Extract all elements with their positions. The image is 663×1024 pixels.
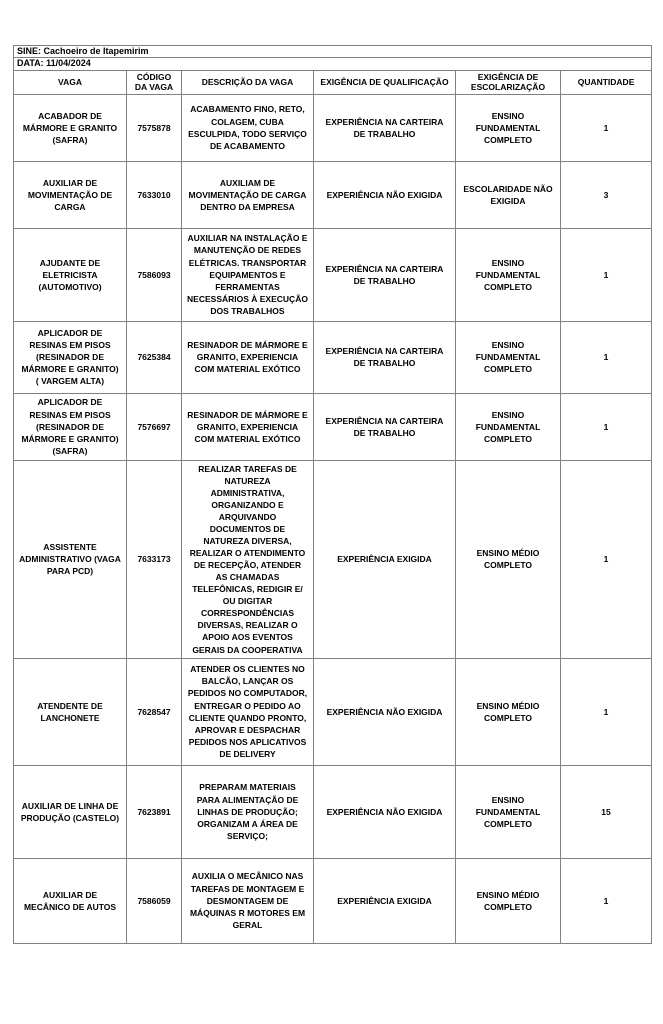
quantidade-cell: 1 bbox=[561, 321, 652, 393]
sine-label: SINE: Cachoeiro de Itapemirim bbox=[14, 46, 652, 58]
quantidade-cell: 1 bbox=[561, 658, 652, 765]
descricao-cell: AUXILIAR NA INSTALAÇÃO E MANUTENÇÃO DE REDES ELÉTRICAS. TRANSPORTAR EQUIPAMENTOS E FERRAMENTAS NECESSÁRIOS À EXECUÇÃO DOS TRABALHOS bbox=[182, 228, 314, 321]
descricao-cell: REALIZAR TAREFAS DE NATUREZA ADMINISTRATIVA, ORGANIZANDO E ARQUIVANDO DOCUMENTOS DE NATUREZA DIVERSA, REALIZAR O ATENDIMENTO DE RECEPÇÃO, ATENDER AS CHAMADAS TELEFÔNICAS, REDIGIR E/ OU DIGITAR CORRESPONDÊNCIAS DIVERSAS, REALIZAR O APOIO AOS EVENTOS GERAIS DA COOPERATIVA bbox=[182, 460, 314, 658]
header-qualificacao: EXIGÊNCIA DE QUALIFICAÇÃO bbox=[314, 70, 456, 94]
qualificacao-cell: EXPERIÊNCIA EXIGIDA bbox=[314, 460, 456, 658]
escolarizacao-cell: ENSINO FUNDAMENTAL COMPLETO bbox=[456, 765, 561, 858]
codigo-cell: 7628547 bbox=[127, 658, 182, 765]
codigo-cell: 7576697 bbox=[127, 393, 182, 460]
table-row bbox=[14, 94, 652, 161]
qualificacao-cell: EXPERIÊNCIA NA CARTEIRA DE TRABALHO bbox=[314, 94, 456, 161]
codigo-cell: 7586093 bbox=[127, 228, 182, 321]
codigo-cell: 7575878 bbox=[127, 94, 182, 161]
vacancies-table bbox=[13, 45, 652, 944]
quantidade-cell: 15 bbox=[561, 765, 652, 858]
date-label: DATA: 11/04/2024 bbox=[14, 58, 652, 70]
quantidade-cell: 1 bbox=[561, 858, 652, 943]
table-row bbox=[14, 765, 652, 858]
vaga-cell: ASSISTENTE ADMINISTRATIVO (VAGA PARA PCD) bbox=[14, 460, 127, 658]
qualificacao-cell: EXPERIÊNCIA NÃO EXIGIDA bbox=[314, 765, 456, 858]
escolarizacao-cell: ENSINO FUNDAMENTAL COMPLETO bbox=[456, 393, 561, 460]
descricao-cell: PREPARAM MATERIAIS PARA ALIMENTAÇÃO DE LINHAS DE PRODUÇÃO; ORGANIZAM A ÁREA DE SERVIÇO; bbox=[182, 765, 314, 858]
quantidade-cell: 1 bbox=[561, 228, 652, 321]
vaga-cell: ATENDENTE DE LANCHONETE bbox=[14, 658, 127, 765]
escolarizacao-cell: ENSINO FUNDAMENTAL COMPLETO bbox=[456, 321, 561, 393]
vaga-cell: AJUDANTE DE ELETRICISTA (AUTOMOTIVO) bbox=[14, 228, 127, 321]
table-row bbox=[14, 858, 652, 943]
date-row bbox=[14, 58, 652, 70]
codigo-cell: 7586059 bbox=[127, 858, 182, 943]
vaga-cell: AUXILIAR DE MECÂNICO DE AUTOS bbox=[14, 858, 127, 943]
vaga-cell: AUXILIAR DE LINHA DE PRODUÇÃO (CASTELO) bbox=[14, 765, 127, 858]
vaga-cell: ACABADOR DE MÁRMORE E GRANITO (SAFRA) bbox=[14, 94, 127, 161]
header-quantidade: QUANTIDADE bbox=[561, 70, 652, 94]
escolarizacao-cell: ENSINO FUNDAMENTAL COMPLETO bbox=[456, 94, 561, 161]
qualificacao-cell: EXPERIÊNCIA NA CARTEIRA DE TRABALHO bbox=[314, 321, 456, 393]
table-row bbox=[14, 228, 652, 321]
table-row bbox=[14, 321, 652, 393]
vaga-cell: AUXILIAR DE MOVIMENTAÇÃO DE CARGA bbox=[14, 161, 127, 228]
vaga-cell: APLICADOR DE RESINAS EM PISOS (RESINADOR DE MÁRMORE E GRANITO) ( VARGEM ALTA) bbox=[14, 321, 127, 393]
header-descricao: DESCRIÇÃO DA VAGA bbox=[182, 70, 314, 94]
table-header-row bbox=[14, 70, 652, 94]
descricao-cell: ATENDER OS CLIENTES NO BALCÃO, LANÇAR OS PEDIDOS NO COMPUTADOR, ENTREGAR O PEDIDO AO CLIENTE QUANDO PRONTO, APROVAR E DESPACHAR PEDIDOS NOS APLICATIVOS DE DELIVERY bbox=[182, 658, 314, 765]
escolarizacao-cell: ENSINO MÉDIO COMPLETO bbox=[456, 460, 561, 658]
escolarizacao-cell: ENSINO MÉDIO COMPLETO bbox=[456, 858, 561, 943]
header-escolarizacao: EXIGÊNCIA DE ESCOLARIZAÇÃO bbox=[456, 70, 561, 94]
qualificacao-cell: EXPERIÊNCIA NÃO EXIGIDA bbox=[314, 161, 456, 228]
codigo-cell: 7633173 bbox=[127, 460, 182, 658]
sine-row bbox=[14, 46, 652, 58]
header-codigo: CÓDIGO DA VAGA bbox=[127, 70, 182, 94]
descricao-cell: AUXILIA O MECÂNICO NAS TAREFAS DE MONTAGEM E DESMONTAGEM DE MÁQUINAS R MOTORES EM GERAL bbox=[182, 858, 314, 943]
qualificacao-cell: EXPERIÊNCIA NÃO EXIGIDA bbox=[314, 658, 456, 765]
escolarizacao-cell: ENSINO FUNDAMENTAL COMPLETO bbox=[456, 228, 561, 321]
header-vaga: VAGA bbox=[14, 70, 127, 94]
table-row bbox=[14, 161, 652, 228]
qualificacao-cell: EXPERIÊNCIA NA CARTEIRA DE TRABALHO bbox=[314, 393, 456, 460]
vaga-cell: APLICADOR DE RESINAS EM PISOS (RESINADOR DE MÁRMORE E GRANITO) (SAFRA) bbox=[14, 393, 127, 460]
table-row bbox=[14, 658, 652, 765]
quantidade-cell: 1 bbox=[561, 460, 652, 658]
qualificacao-cell: EXPERIÊNCIA EXIGIDA bbox=[314, 858, 456, 943]
quantidade-cell: 3 bbox=[561, 161, 652, 228]
descricao-cell: AUXILIAM DE MOVIMENTAÇÃO DE CARGA DENTRO DA EMPRESA bbox=[182, 161, 314, 228]
table-row bbox=[14, 393, 652, 460]
codigo-cell: 7625384 bbox=[127, 321, 182, 393]
escolarizacao-cell: ESCOLARIDADE NÃO EXIGIDA bbox=[456, 161, 561, 228]
quantidade-cell: 1 bbox=[561, 94, 652, 161]
descricao-cell: RESINADOR DE MÁRMORE E GRANITO, EXPERIENCIA COM MATERIAL EXÓTICO bbox=[182, 321, 314, 393]
descricao-cell: RESINADOR DE MÁRMORE E GRANITO, EXPERIENCIA COM MATERIAL EXÓTICO bbox=[182, 393, 314, 460]
codigo-cell: 7623891 bbox=[127, 765, 182, 858]
quantidade-cell: 1 bbox=[561, 393, 652, 460]
qualificacao-cell: EXPERIÊNCIA NA CARTEIRA DE TRABALHO bbox=[314, 228, 456, 321]
table-row bbox=[14, 460, 652, 658]
escolarizacao-cell: ENSINO MÉDIO COMPLETO bbox=[456, 658, 561, 765]
descricao-cell: ACABAMENTO FINO, RETO, COLAGEM, CUBA ESCULPIDA, TODO SERVIÇO DE ACABAMENTO bbox=[182, 94, 314, 161]
codigo-cell: 7633010 bbox=[127, 161, 182, 228]
